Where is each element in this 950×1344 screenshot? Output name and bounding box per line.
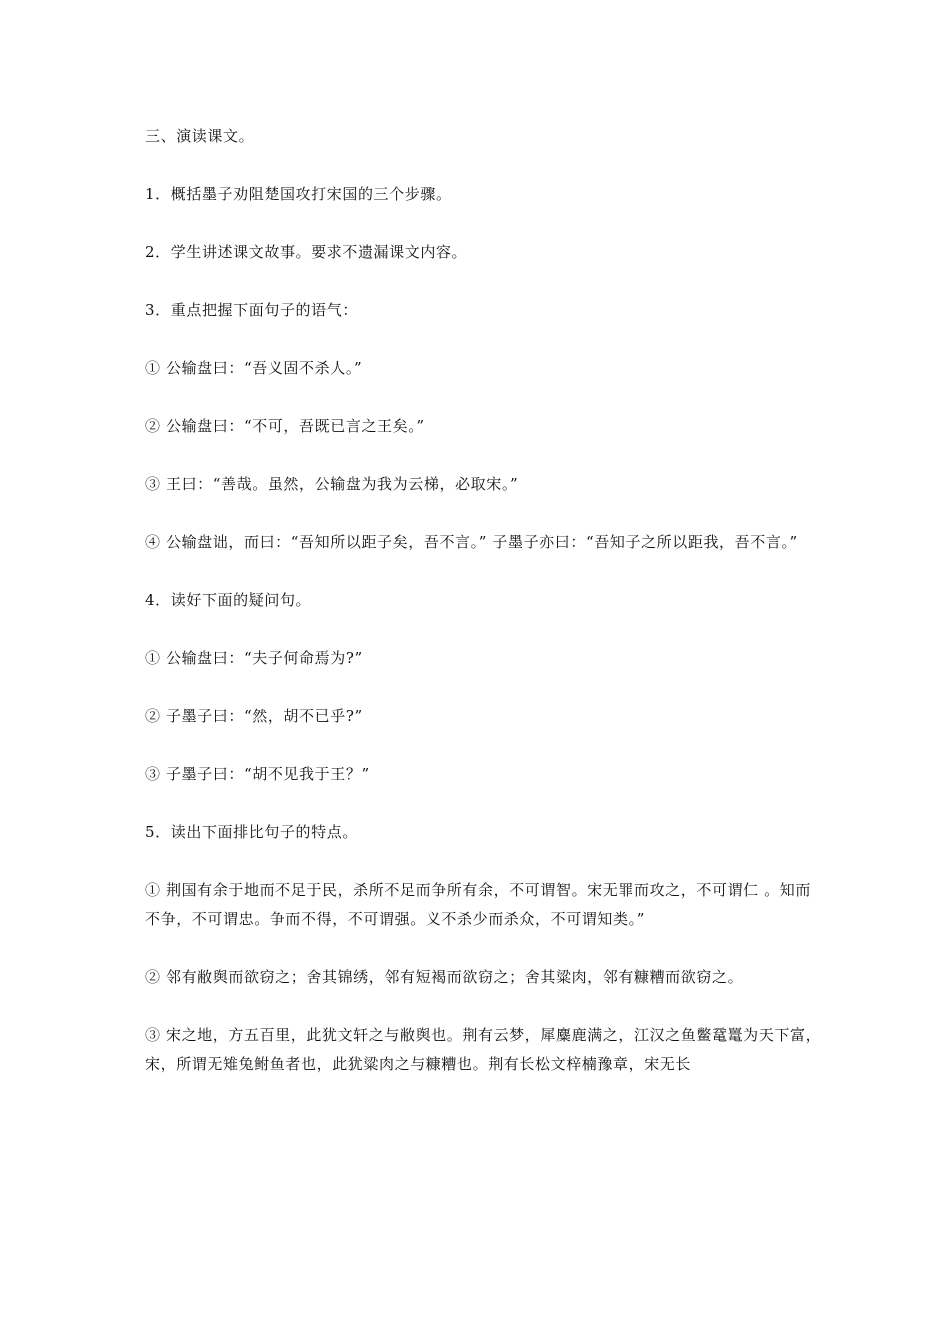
item-2: 2．学生讲述课文故事。要求不遗漏课文内容。 [145,243,468,261]
item-4-question-2: ② 子墨子曰：“然，胡不已乎?” [145,707,363,725]
item-3-sentence-2: ② 公输盘曰：“不可，吾既已言之王矣。” [145,417,425,435]
item-5-parallel-1: ① 荆国有余于地而不足于民，杀所不足而争所有余，不可谓智。宋无罪而攻之，不可谓仁 。知而不争，不可谓忠。争而不得，不可谓强。义不杀少而杀众，不可谓知类。” [145,881,811,928]
item-4: 4．读好下面的疑问句。 [145,591,312,609]
item-3-sentence-4: ④ 公输盘诎，而曰：“吾知所以距子矣，吾不言。” 子墨子亦曰：“吾知子之所以距我，吾不言。” [145,533,798,551]
item-4-question-3: ③ 子墨子曰：“胡不见我于王？” [145,765,370,783]
item-5: 5．读出下面排比句子的特点。 [145,823,358,841]
item-4-question-1: ① 公输盘曰：“夫子何命焉为?” [145,649,363,667]
document-body [145,122,825,1079]
item-1: 1．概括墨子劝阻楚国攻打宋国的三个步骤。 [145,185,452,203]
item-5-parallel-3: ③ 宋之地，方五百里，此犹文轩之与敝舆也。荆有云梦，犀麋鹿满之，江汉之鱼鳖鼋鼍为天下富，宋，所谓无雉兔鲋鱼者也，此犹粱肉之与糠糟也。荆有长松文梓楠豫章，宋无长 [145,1026,822,1073]
item-5-parallel-2: ② 邻有敝舆而欲窃之；舍其锦绣，邻有短褐而欲窃之；舍其粱肉，邻有糠糟而欲窃之。 [145,968,744,986]
item-3-sentence-3: ③ 王曰：“善哉。虽然，公输盘为我为云梯，必取宋。” [145,475,519,493]
item-3: 3．重点把握下面句子的语气： [145,301,358,319]
section-heading: 三、演读课文。 [145,127,255,145]
item-3-sentence-1: ① 公输盘曰：“吾义固不杀人。” [145,359,363,377]
